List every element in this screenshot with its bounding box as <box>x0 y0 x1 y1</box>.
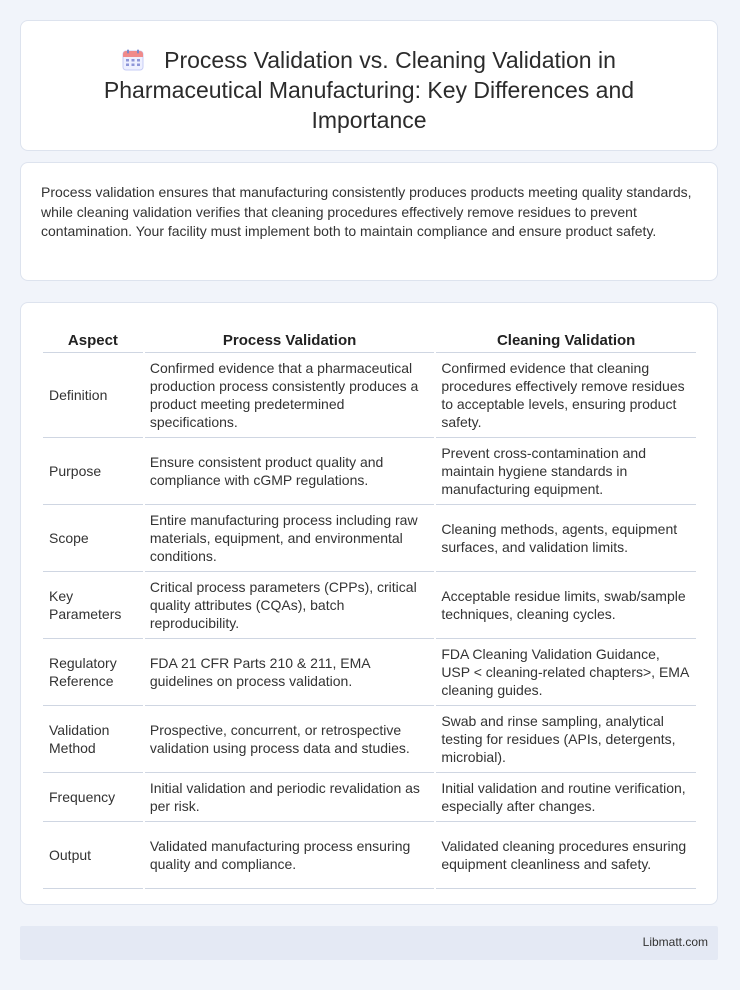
row-process-value: Ensure consistent product quality and compliance with cGMP regulations. <box>145 438 434 505</box>
table-row <box>43 438 696 505</box>
row-cleaning-value: Validated cleaning procedures ensuring equipment cleanliness and safety. <box>436 822 696 889</box>
header-cleaning-validation: Cleaning Validation <box>436 323 696 353</box>
row-cleaning-value: Initial validation and routine verification, especially after changes. <box>436 773 696 822</box>
table-row <box>43 505 696 572</box>
comparison-table <box>41 323 698 889</box>
row-process-value: Prospective, concurrent, or retrospective validation using process data and studies. <box>145 706 434 773</box>
row-process-value: Validated manufacturing process ensuring quality and compliance. <box>145 822 434 889</box>
row-cleaning-value: Confirmed evidence that cleaning procedures effectively remove residues to acceptable levels, ensuring product safety. <box>436 353 696 438</box>
row-process-value: Critical process parameters (CPPs), critical quality attributes (CQAs), batch reproducibility. <box>145 572 434 639</box>
row-cleaning-value: Cleaning methods, agents, equipment surfaces, and validation limits. <box>436 505 696 572</box>
page-title: Process Validation vs. Cleaning Validation in Pharmaceutical Manufacturing: Key Differences and Importance <box>103 47 635 133</box>
table-row <box>43 572 696 639</box>
header-aspect: Aspect <box>43 323 143 353</box>
calendar-icon <box>122 49 144 71</box>
row-process-value: FDA 21 CFR Parts 210 & 211, EMA guidelines on process validation. <box>145 639 434 706</box>
footer-brand-link[interactable]: Libmatt.com <box>642 935 708 949</box>
title-card <box>20 20 718 151</box>
row-aspect: Key Parameters <box>43 572 143 639</box>
table-header-row <box>43 323 696 353</box>
row-aspect: Scope <box>43 505 143 572</box>
row-cleaning-value: Prevent cross-contamination and maintain hygiene standards in manufacturing equipment. <box>436 438 696 505</box>
footer <box>20 926 718 960</box>
intro-text: Process validation ensures that manufacturing consistently produces products meeting quality standards, while cleaning validation verifies that cleaning procedures effectively remove residues to prevent contamination. Your facility must implement both to maintain compliance and ensure product safety. <box>41 184 692 239</box>
row-process-value: Entire manufacturing process including raw materials, equipment, and environmental conditions. <box>145 505 434 572</box>
page-title-wrap <box>61 45 677 135</box>
row-process-value: Confirmed evidence that a pharmaceutical production process consistently produces a product meeting predetermined specifications. <box>145 353 434 438</box>
row-cleaning-value: FDA Cleaning Validation Guidance, USP < cleaning-related chapters>, EMA cleaning guides. <box>436 639 696 706</box>
table-row <box>43 822 696 889</box>
row-aspect: Output <box>43 822 143 889</box>
table-row <box>43 353 696 438</box>
row-aspect: Validation Method <box>43 706 143 773</box>
table-row <box>43 706 696 773</box>
intro-card <box>20 162 718 281</box>
comparison-table-card <box>20 302 718 905</box>
row-process-value: Initial validation and periodic revalidation as per risk. <box>145 773 434 822</box>
row-aspect: Purpose <box>43 438 143 505</box>
header-process-validation: Process Validation <box>145 323 434 353</box>
row-aspect: Frequency <box>43 773 143 822</box>
row-cleaning-value: Acceptable residue limits, swab/sample techniques, cleaning cycles. <box>436 572 696 639</box>
table-row <box>43 639 696 706</box>
row-aspect: Regulatory Reference <box>43 639 143 706</box>
table-row <box>43 773 696 822</box>
row-aspect: Definition <box>43 353 143 438</box>
row-cleaning-value: Swab and rinse sampling, analytical testing for residues (APIs, detergents, microbial). <box>436 706 696 773</box>
